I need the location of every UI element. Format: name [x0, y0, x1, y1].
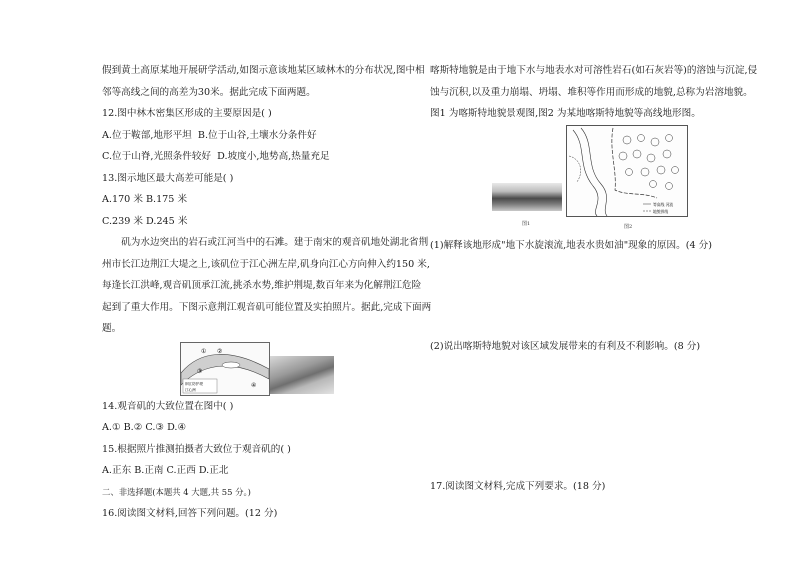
question-16: 16.阅读图文材料,回答下列问题。(12 分) [102, 508, 278, 519]
left-column [102, 60, 432, 525]
passage-line-3: 每逢长江洪峰,观音矶顶承江流,挑杀水势,维护荆堤,数百年来为化解荆江危险 [102, 280, 422, 291]
answer-space-2 [430, 358, 740, 476]
right-column [430, 60, 758, 497]
right-intro-line-1: 喀斯特地貌是由于地下水与地表水对可溶性岩石(如石灰岩等)的溶蚀与沉淀,侵 [430, 65, 758, 76]
answer-space-1 [430, 256, 740, 336]
subquestion-2: (2)说出喀斯特地貌对该区域发展带来的有利及不利影响。(8 分) [430, 341, 701, 352]
karst-contour-map [566, 125, 688, 217]
karst-landscape-photo [492, 183, 562, 211]
question-13-options-ab: A.170 米 B.175 米 [102, 194, 188, 205]
question-12-option-c: C.位于山脊,光照条件较好 [102, 151, 212, 162]
map-legend-2: 江心洲 [185, 387, 196, 392]
river-island [222, 362, 240, 368]
left-intro-line-1: 假到黄土高原某地开展研学活动,如图示意该地某区域林木的分布状况,图中相 [102, 65, 425, 76]
question-12-option-d: D.坡度小,地势高,热量充足 [217, 151, 330, 162]
marker-2: ② [217, 347, 223, 355]
question-13: 13.图示地区最大高差可能是( ) [102, 172, 234, 184]
question-13-options-cd: C.239 米 D.245 米 [102, 215, 188, 227]
marker-3: ③ [197, 367, 203, 375]
subquestion-1: (1)解释该地形成"地下水旋滚流,地表水贵如油"现象的原因。(4 分) [430, 239, 712, 251]
section-2-heading: 二、非选择题(本题共 4 大题,共 55 分。) [102, 486, 251, 497]
marker-4: ④ [251, 381, 257, 389]
passage-line-1: 矶为水边突出的岩石或江河当中的石滩。建于南宋的观音矶地处湖北省荆 [121, 237, 429, 248]
question-12-option-a: A.位于鞍部,地形平坦 [102, 129, 192, 141]
river-map [180, 342, 270, 396]
question-17: 17.阅读图文材料,完成下列要求。(18 分) [430, 480, 606, 492]
left-intro-line-2: 邻等高线之间的高差为30米。据此完成下面两题。 [102, 86, 316, 98]
passage-line-4: 起到了重大作用。下图示意荆江观音矶可能位置及实拍照片。据此,完成下面两 [102, 301, 432, 313]
figure-2-label: 图2 [624, 223, 633, 230]
river-line [569, 156, 581, 182]
karst-depressions [619, 134, 679, 189]
question-12: 12.图中林木密集区形成的主要原因是( ) [102, 108, 272, 119]
landform-boundary [612, 128, 657, 198]
contour-map-legend-2: 地貌界线 [653, 208, 669, 214]
question-12-options-cd [102, 146, 402, 168]
question-12-options-ab [102, 125, 402, 147]
question-14: 14.观音矶的大致位置在图中( ) [102, 400, 234, 412]
question-14-options: A.① B.② C.③ D.④ [102, 422, 187, 433]
figure-1-label: 图1 [522, 220, 531, 227]
marker-1: ① [201, 347, 207, 355]
question-15: 15.根据照片推测拍摄者大致位于观音矶的( ) [102, 443, 291, 455]
right-intro-line-3: 图1 为喀斯特地貌景观图,图2 为某地喀斯特地貌等高线地形图。 [430, 108, 701, 119]
contour-line [581, 128, 607, 216]
right-intro-line-2: 蚀与沉积,以及重力崩塌、坍塌、堆积等作用而形成的地貌,总称为岩溶地貌。 [430, 86, 753, 98]
map-legend-1: 荆江防护堤 [185, 381, 203, 386]
guanyinji-figure [102, 340, 402, 396]
contour-map-legend-1: 等高线 河流 [653, 201, 674, 207]
guanyinji-photo [270, 356, 334, 394]
passage-line-2: 州市长江边荆江大堤之上,该矶位于江心洲左岸,矶身向江心方向伸入约150 米, [102, 258, 430, 270]
karst-figures [430, 125, 740, 230]
question-15-options: A.正东 B.正南 C.正西 D.正北 [102, 465, 229, 476]
question-12-option-b: B.位于山谷,土壤水分条件好 [197, 129, 317, 141]
passage-line-5: 题。 [102, 323, 122, 334]
